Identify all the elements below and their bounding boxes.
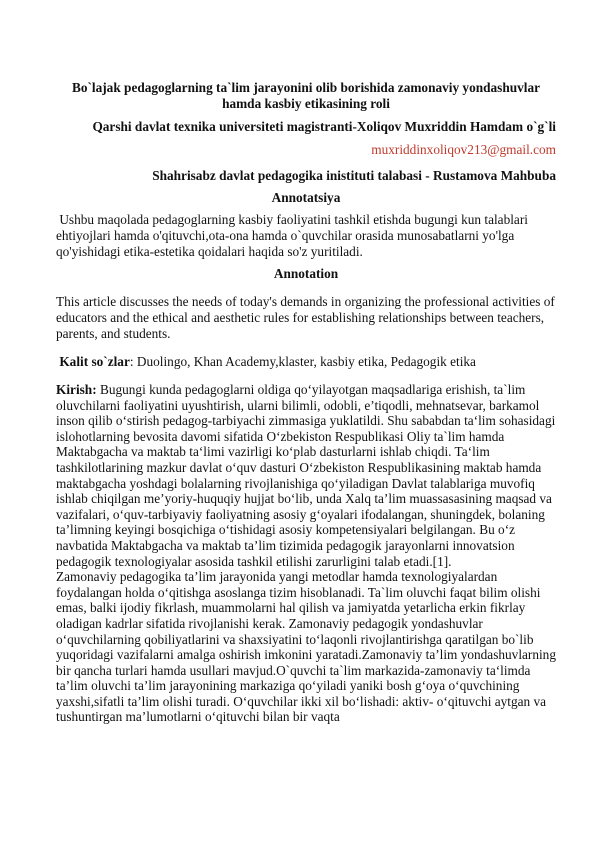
keywords-label: Kalit so`zlar [59, 354, 130, 369]
author-email: muxriddinxoliqov213@gmail.com [371, 142, 556, 157]
intro-text: Bugungi kunda pedagoglarni oldiga qo‘yilayotgan maqsadlariga erishish, ta`lim oluvchilarni faoliyatini uyushtirish, ularni bilimli, odobli, e’tiqodli, mehnatsevar, barkamol inson qilib o‘stirish pedagog-tarbiyachi zimmasiga yuklatildi. Shu sababdan ta‘lim sohasidagi islohotlarning bevosita davomi sifatida O‘zbekiston Respublikasi Oliy ta`lim hamda Maktabgacha va maktab ta‘limi vazirligi ko‘plab dasturlarni ishlab chiqdi. Ta‘lim tashkilotlarining mazkur davlat o‘quv dasturi O‘zbekiston Respublikasining maktab hamda maktabgacha yoshdagi bolalarning rivojlanishiga qo‘yiladigan Davlat talablariga muvofiq ishlab chiqilgan me’yoriy-huquqiy hujjat bo‘lib, unda Xalq ta’lim muassasasining maqsad va vazifalari, o‘quv-tarbiyaviy faoliyatning asosiy g‘oyalari ifodalangan, shuningdek, bolaning ta’limning keyingi bosqichiga o‘tishidagi asosiy kompetensiyalari belgilangan. Bu o‘z navbatida Maktabgacha va maktab ta’lim tizimida pedagogik jarayonlarni innovatsion pedagogik texnologiyalar asosida tashkil etilishi zarurligini talab etadi.[1]. [56, 382, 556, 569]
keywords-line [56, 354, 556, 370]
annotation-heading: Annotation [273, 266, 339, 281]
paper-title: Bo`lajak pedagoglarning ta`lim jarayonini olib borishida zamonaviy yondashuvlar hamda kasbiy etikasining roli [71, 80, 541, 111]
author-secondary: Shahrisabz davlat pedagogika inistituti talabasi - Rustamova Mahbuba [152, 168, 556, 183]
annotation-text: This article discusses the needs of today's demands in organizing the professional activities of educators and the ethical and aesthetic rules for establishing relationships between teachers, parents, and students. [56, 294, 555, 341]
keywords-text: : Duolingo, Khan Academy,klaster, kasbiy etika, Pedagogik etika [129, 354, 476, 369]
author-primary: Qarshi davlat texnika universiteti magistranti-Xoliqov Muxriddin Hamdam o`g`li [92, 119, 556, 134]
introduction-paragraph [56, 382, 556, 569]
annotatsiya-body: Ushbu maqolada pedagoglarning kasbiy faoliyatini tashkil etishda bugungi kun talablari ehtiyojlari hamda o'qituvchi,ota-ona hamda o`quvchilar orasida munosabatlarni yo'lga qo'yishidagi etika-estetika qoidalari haqida so'z yuritiladi. [56, 212, 528, 259]
intro-label: Kirish: [56, 382, 97, 397]
body-paragraph: Zamonaviy pedagogika ta’lim jarayonida yangi metodlar hamda texnologiyalardan foydalangan holda o‘qitishga asoslanga tizim hisoblanadi. Ta`lim oluvchi faqat bilim olishi emas, balki ijodiy fikrlash, muammolarni hal qilish va jamiyatda yetarlicha erkin fikrlay oladigan kadrlar sifatida rivojlanishi kerak. Zamonaviy pedagogik yondashuvlar o‘quvchilarning qobiliyatlarini va shaxsiyatini to‘laqonli rivojlantirishga qaratilgan bo`lib yuqoridagi vazifalarni amalga oshirish imkonini yaratadi.Zamonaviy ta’lim yondashuvlarning bir qancha turlari hamda usullari mavjud.O`quvchi ta`lim markazida-zamonaviy ta‘limda ta’lim oluvchi ta’lim jarayonining markaziga qo‘yiladi yaniki bosh g‘oya o‘quvchining yaxshi,sifatli ta’lim olishi turadi. O‘quvchilar ikki xil bo‘lishadi: aktiv- o‘qituvchi aytgan va tushuntirgan ma’lumotlarni o‘qituvchi bilan bir vaqta [56, 569, 556, 725]
document-page [56, 80, 556, 725]
annotatsiya-heading: Annotatsiya [271, 190, 341, 205]
annotatsiya-text [56, 212, 556, 260]
